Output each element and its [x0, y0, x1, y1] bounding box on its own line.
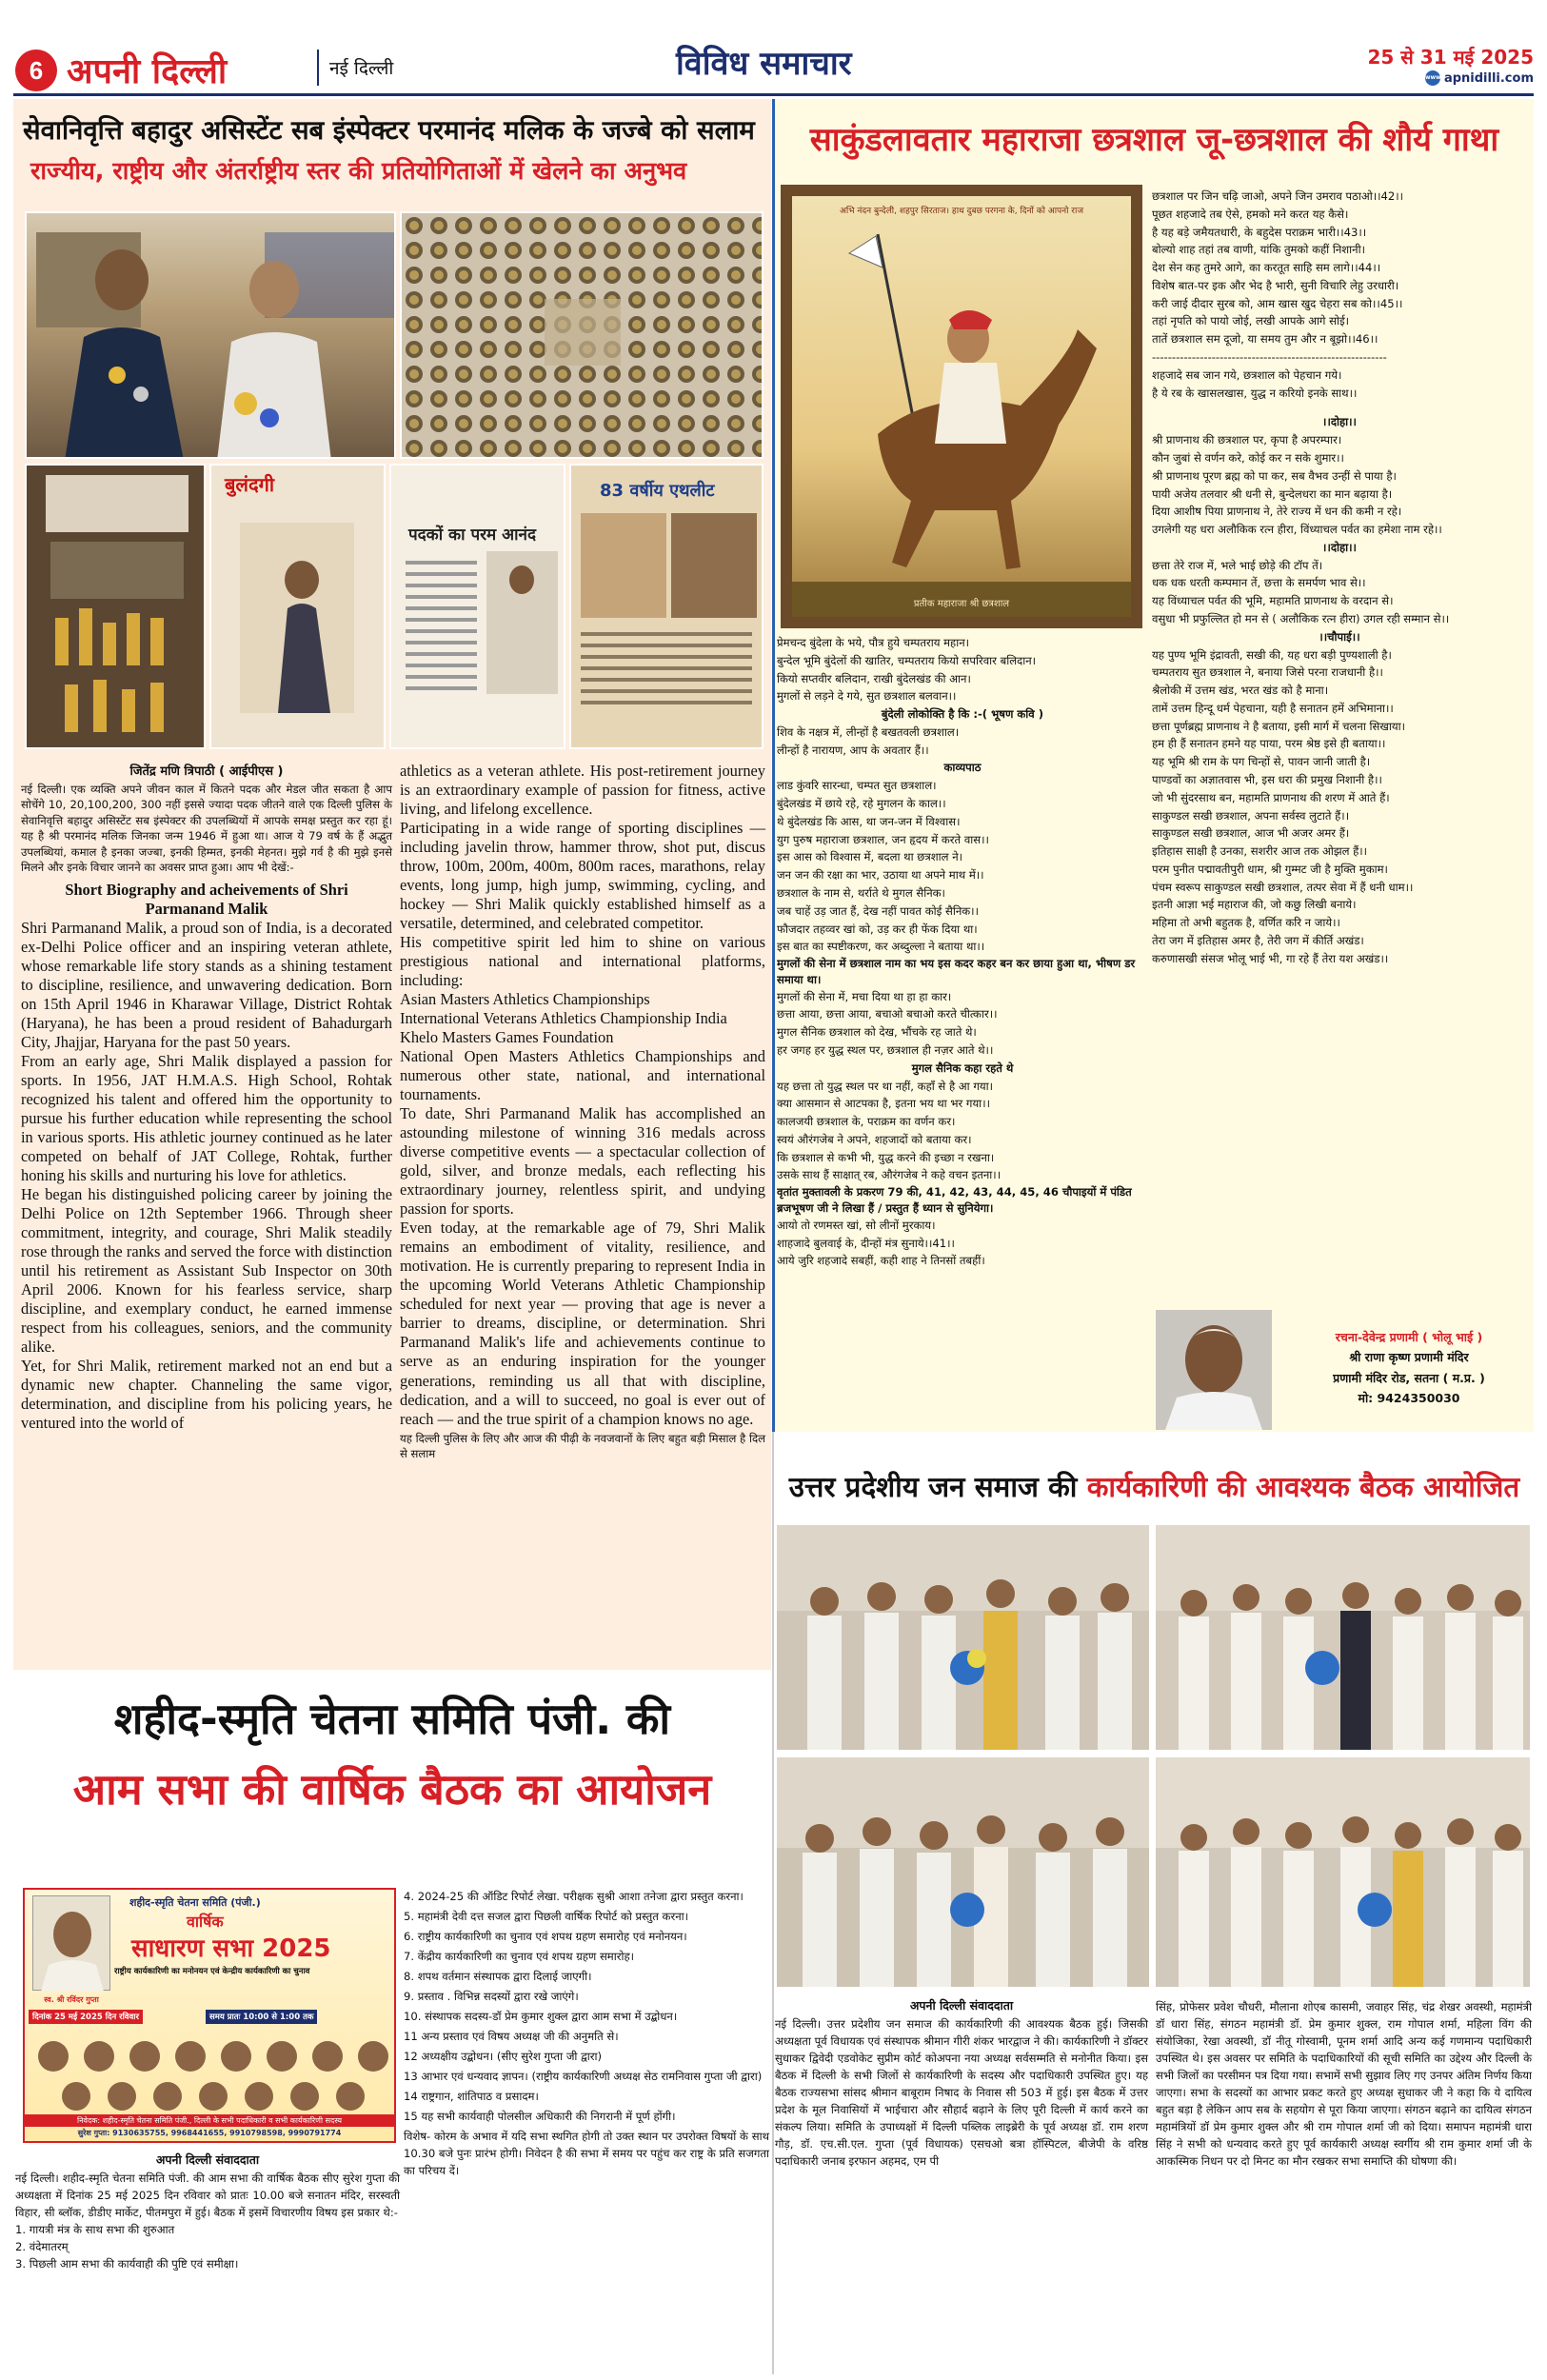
photo-clipping-2 — [389, 464, 565, 749]
story1-intro: नई दिल्ली। एक व्यक्ति अपने जीवन काल में कितने पदक और मेडल जीत सकता है आप सोचेंगे 10, 20,100,200, 300 नहीं इससे ज्यादा पदक जीतने वाले एक दिल्ली पुलिस के सेवानिवृत्ति बहादुर असिस्टेंट सब इंस्पेक्टर की उपलब्धियों में आपके समक्ष प्रस्तुत कर रहा हूं। यह है श्री परमानंद मलिक जिनका जन्म 1946 में हुआ था। आज ये 79 वर्ष के हैं अद्भुत उपलब्धियां, कमाल है इनका जज्बा, इनकी हिम्मत, इनकी मेहनत। मुझे गर्व है की मुझे इनसे मिलने और इनके विचार जानने का अवसर प्राप्त हुआ। आप भी देखें:- — [21, 783, 392, 875]
story-athlete — [13, 99, 771, 1670]
center-title: विविध समाचार — [676, 45, 852, 83]
platform-item: Khelo Masters Games Foundation — [400, 1028, 614, 1047]
poem-line: ।।चौपाई।। — [1319, 629, 1360, 644]
header-divider — [317, 50, 319, 86]
agenda-item: 10. संस्थापक सदस्य-डॉ प्रेम कुमार शुक्ल द्वारा आम सभा में उद्बोधन। — [404, 2009, 678, 2023]
story1-closing: यह दिल्ली पुलिस के लिए और आज की पीढ़ी के नवजवानों के लिए बहुत बड़ी मिसाल है दिल से सलाम — [400, 1431, 765, 1460]
poem-line: साकुण्डल सखी छत्रशाल, अपना सर्वस्व लुटाते हैं।। — [1152, 808, 1350, 823]
poem-line: इस बात का स्पष्टीकरण, कर अब्दुल्ला ने बताया था।। — [777, 940, 985, 954]
city-label: नई दिल्ली — [329, 58, 394, 79]
bio-heading: Short Biography and acheivements of Shri Parmanand Malik — [65, 880, 348, 918]
story4-col2 — [404, 1889, 769, 2183]
poem-line: परम पुनीत पद्मावतीपुरी धाम, श्री गुम्मट जी है मुक्ति मुकाम। — [1152, 862, 1388, 876]
poem-line: कालजयी छत्रशाल के, पराक्रम का वर्णन कर। — [777, 1115, 956, 1129]
poem-line: मुगलों से लड़ने दे गये, सुत छत्रशाल बलवान।। — [777, 689, 957, 704]
poster-title: साधारण सभा 2025 — [131, 1934, 331, 1963]
story-up-samaj — [775, 1436, 1534, 2373]
story3-headline — [775, 1466, 1534, 1505]
story4-intro: नई दिल्ली। शहीद-स्मृति चेतना समिति पंजी. की आम सभा की वार्षिक बैठक सीए सुरेश गुप्ता की अध्यक्षता में दिनांक 25 मई 2025 दिन रविवार को प्रातः 10.00 बजे सनातन मंदिर, सरस्वती विहार, सी ब्लॉक, डीडीए मार्केट, पीतमपुरा में हुई। बैठक में इसमें विचारणीय विषय इस प्रकार थे:- — [15, 2172, 400, 2219]
clipping-3-title: 83 वर्षीय एथलीट — [600, 481, 715, 501]
poem-line: उगलेगी यह धरा अलौकिक रत्न हीरा, विंध्याचल पर्वत का हमेशा नाम रहे।। — [1152, 523, 1442, 537]
poem-line: मुगलों की सेना में छत्रशाल नाम का भय इस कदर कहर बन कर छाया हुआ था, भीषण डर समाया था। — [777, 957, 1136, 986]
poem-line: देश सेन कह तुमरे आगे, का करतूत साहि सम लागे।।44।। — [1152, 261, 1381, 275]
agenda-item: 5. महामंत्री देवी दत्त सजल द्वारा पिछली वार्षिक रिपोर्ट को प्रस्तुत करना। — [404, 1909, 689, 1923]
poem-line: तहां नृपति को पायो जोई, लखी आपके आगे सोई। — [1152, 314, 1350, 328]
story1-col2-para-1: athletics as a veteran athlete. His post-retirement journey is an extraordinary example of passion for fitness, active living, and lifelong excellence. — [400, 762, 765, 819]
story4-byline: अपनी दिल्ली संवाददाता — [155, 2152, 260, 2167]
poem-line: तामें उत्तम हिन्दू धर्म पेहचाना, यही है सनातन हमें अभिमाना।। — [1152, 701, 1394, 715]
agenda-item: 2. वंदेमातरम् — [15, 2239, 69, 2253]
poem-line: मुगल सैनिक छत्रशाल को देख, भौंचके रह जाते थे। — [777, 1025, 977, 1040]
clipping-1-art — [211, 466, 386, 749]
platform-item: National Open Masters Athletics Championships and numerous other state, national, and international tournaments. — [400, 1047, 765, 1104]
horse-rider-art — [792, 196, 1131, 617]
poem-line: प्रेमचन्द बुंदेला के भये, पौत्र हुये चम्पतराय महान। — [777, 636, 970, 649]
poem-line: क्या आसमान से आटपका है, इतना भय था भर गया।। — [777, 1097, 990, 1111]
story1-subheadline: राज्यीय, राष्ट्रीय और अंतर्राष्ट्रीय स्तर की प्रतियोगिताओं में खेलने का अनुभव — [30, 157, 687, 186]
poem-line: पाण्डवों का अज्ञातवास भी, इस धरा की प्रमुख निशानी है।। — [1152, 773, 1382, 786]
story1-headline: सेवानिवृत्ति बहादुर असिस्टेंट सब इंस्पेक्टर परमानंद मलिक के जज्बे को सलाम — [23, 115, 755, 146]
poem-line — [1152, 402, 1527, 413]
story-shaheed-smriti — [13, 1674, 771, 2373]
photo-meeting-2 — [1154, 1523, 1532, 1752]
poem-line: ----------------------------------------------------------- — [1152, 350, 1387, 365]
story1-col1-para-3: He began his distinguished policing career by joining the Delhi Police on 12th September 1966. Through sheer commitment, integrity, and courage, Shri Malik steadily rose through the ranks and served the force with distinction until his retirement as Assistant Sub Inspector on 30th April 2006. Known for his fearless service, sharp discipline, and exemplary conduct, he earned immense respect from his colleagues, seniors, and the community alike. — [21, 1184, 392, 1357]
story3-headline-black: उत्तर प्रदेशीय जन समाज की — [788, 1471, 1078, 1503]
header-rule — [13, 93, 1534, 96]
photo-medal-collection — [400, 211, 764, 459]
painting-top-text: अभि नंदन बुन्देली, शहपुर सिरताज। हाथ दुबछ परगना के, दिनों को आपनो राज — [839, 207, 1084, 216]
agenda-item: 12 अध्यक्षीय उद्बोधन। (सीए सुरेश गुप्ता जी द्वारा) — [404, 2049, 603, 2063]
agenda-item: 11 अन्य प्रस्ताव एवं विषय अध्यक्ष जी की अनुमति से। — [404, 2029, 619, 2043]
trophy-cabinet-art — [27, 466, 206, 749]
story2-headline: साकुंडलावतार महाराजा छत्रशाल जू-छत्रशाल की शौर्य गाथा — [809, 121, 1499, 159]
poem-line: कि छत्रशाल से कभी भी, युद्ध करने की इच्छा न रखना। — [777, 1150, 995, 1164]
story4-headline-2: आम सभा की वार्षिक बैठक का आयोजन — [72, 1764, 712, 1815]
agenda-item: 13 आभार एवं धन्यवाद ज्ञापन। (राष्ट्रीय कार्यकारिणी अध्यक्ष सेठ रामनिवास गुप्ता जी द्वारा) — [404, 2069, 763, 2083]
credit-line: रचना-देवेन्द्र प्रणामी ( भोलू भाई ) — [1335, 1330, 1483, 1344]
website-link[interactable]: apnidilli.com — [1443, 70, 1534, 86]
poem-line: है यह बड़े जमैयतधारी, के बहुदेस पराक्रम भारी।।43।। — [1152, 225, 1367, 239]
agenda-item: 8. शपथ वर्तमान संस्थापक द्वारा दिलाई जाएगी। — [404, 1969, 592, 1983]
poem-line: चम्पतराय सुत छत्रशाल ने, बनाया जिसे परना राजधानी है।। — [1152, 665, 1383, 680]
story1-col2 — [400, 762, 765, 1461]
chhatrasal-painting — [781, 185, 1142, 628]
agenda-item: 14 राष्ट्रगान, शांतिपाठ व प्रसादम। — [404, 2089, 539, 2103]
platform-item: International Veterans Athletics Championship India — [400, 1009, 727, 1028]
poem-line: धक धक धरती कम्पमान तें, छत्ता के समर्पण भाव से।। — [1152, 576, 1366, 590]
poem-line: बुन्देल भूमि बुंदेलों की खातिर, चम्पतराय कियो सपरिवार बलिदान। — [777, 653, 1037, 667]
agenda-item: 6. राष्ट्रीय कार्यकारिणी का चुनाव एवं शपथ ग्रहण समारोह एवं मनोनयन। — [404, 1929, 687, 1943]
poem-line: बुंदेली लोकोक्ति है कि :-( भूषण कवि ) — [881, 707, 1044, 722]
poster-time: समय प्रातः 10:00 से 1:00 तक — [206, 2010, 317, 2024]
story4-headline-1: शहीद-स्मृति चेतना समिति पंजी. की — [113, 1694, 671, 1744]
founder-photo — [32, 1895, 110, 1991]
poem-line: दिया आशीष पिया प्राणनाथ ने, तेरे राज्य में धन की कमी न रहे। — [1152, 505, 1402, 519]
poem-line: पंचम स्वरूप साकुण्डल सखी छत्रशाल, तत्पर सेवा में हैं धनी धाम।। — [1152, 880, 1414, 894]
story3-col1 — [775, 1997, 1148, 2171]
poem-line: हम ही हैं सनातन हमने यह पाया, परम श्रेष्ठ इसे ही बताया।। — [1152, 737, 1386, 751]
event-poster — [23, 1888, 396, 2143]
poster-annual: वार्षिक — [187, 1913, 224, 1931]
poem-line: आये जुरि शहजादे सबहीं, कही शाह ने तिनसों तबहीं। — [777, 1254, 985, 1268]
poem-line: लाड कुंवरि सारन्धा, चम्पत सुत छत्रशाल। — [777, 779, 937, 793]
agenda-item: 1. गायत्री मंत्र के साथ सभा की शुरुआत — [15, 2222, 175, 2236]
poem-line: जो भी सुंदरसाथ बन, महामति प्राणनाथ की शरण में आते हैं। — [1152, 790, 1390, 804]
globe-icon: www — [1425, 70, 1440, 86]
photo-trophy-cabinet — [25, 464, 206, 749]
agenda-item: 9. प्रस्ताव . विभिन्न सदस्यों द्वारा रखे जाएंगे। — [404, 1989, 579, 2003]
medal-collection-art — [402, 213, 764, 459]
vertical-rule-bottom — [772, 1432, 774, 2374]
poster-portraits-art — [25, 2028, 396, 2123]
page-number: 6 — [15, 50, 57, 91]
poem-line: पूछत शहजादे तब ऐसे, हमको मने करत यह कैसे। — [1152, 207, 1349, 221]
poem-line: हर जगह हर युद्ध स्थल पर, छत्रशाल ही नज़र आते थे।। — [777, 1043, 994, 1057]
clipping-2-art — [391, 466, 565, 749]
story3-text-1: नई दिल्ली। उत्तर प्रदेशीय जन समाज की कार्यकारिणी की आवश्यक बैठक हुई। जिसकी अध्यक्षता पूर्व विधायक एवं संस्थापक श्रीमान गीरी शंकर भारद्वाज ने की। कार्यकारिणी ने डॉक्टर सुधाकर द्विवेदी एडवोकेट सुप्रीम कोर्ट कोअपना नया अध्यक्ष सर्वसम्मति से मनोनीत किया। इस बैठक में दिल्ली के सभी जिलों से कार्यकारिणी के सदस्य और पदाधिकारी उपस्थित हुए। यह बैठक राज्यसभा सांसद श्रीमान बाबूराम निषाद के निवास सी 503 में हुई। इस बैठक में उत्तर प्रदेश के मूल निवासियों में भाईचारा और सौहार्द बढ़ाने के लिए पूरी दिल्ली में कार्य करने का संकल्प लिया। समिति के उपाध्यक्षों में दिल्ली पब्लिक लाइब्रेरी के पूर्व अध्यक्ष डॉ. राम शरण गौड़, डॉ. एच.सी.एल. गुप्ता (पूर्व विधायक) एसचओ बत्रा हॉस्पिटल, बीजेपी के वरिष्ठ पदाधिकारी जनाब इरफान अहमद, एम पी — [775, 2017, 1148, 2168]
poem-line: उसके साथ हैं साक्षात् रब, औरंगजेब ने कहे वचन इतना।। — [777, 1168, 1002, 1182]
poem-line: विशेष बात-पर इक और भेद है भारी, सुनी विचारि लेहु उरधारी। — [1152, 278, 1399, 292]
poem-line: फौजदार तहव्वर खां को, उड़ कर ही फेंक दिया था। — [777, 922, 978, 936]
poem-line: शाहजादे बुलवाई के, दीन्हों मंत्र सुनाये।।41।। — [777, 1236, 955, 1250]
story1-col2-para-3: His competitive spirit led him to shine on various prestigious national and international platforms, including: — [400, 933, 765, 990]
poem-line: इतिहास साक्षी है उनका, सशरीर आज तक ओझल हैं।। — [1152, 844, 1368, 859]
poem-line: मुगलों की सेना में, मचा दिया था हा हा कार। — [777, 989, 952, 1003]
photo-meeting-4 — [1154, 1755, 1532, 1989]
photo-medal-presentation-art — [27, 213, 396, 459]
story1-col1 — [21, 762, 392, 1433]
poem-line: छत्रशाल पर जिन चढ़ि जाओ, अपने जिन उमराव पठाओ।।42।। — [1152, 189, 1404, 203]
poem-line: जब चाहें उड़ जात हैं, देख नहीं पावत कोई सैनिक।। — [777, 903, 979, 918]
credit-line: श्री राणा कृष्ण प्रणामी मंदिर — [1349, 1350, 1469, 1365]
poem-line: कियो सप्तवीर बलिदान, राखी बुंदेलखंड की आन। — [777, 671, 971, 685]
poem-right-column — [1152, 188, 1527, 968]
author-line: जितेंद्र मणि त्रिपाठी ( आईपीएस ) — [129, 764, 284, 779]
credit-line: प्रणामी मंदिर रोड, सतना ( म.प्र. ) — [1333, 1370, 1485, 1385]
agenda-item: विशेष- कोरम के अभाव में यदि सभा स्थगित होगी तो उक्त स्थान पर उपरोक्त विषयों के साथ 10.30 बजे पुनः प्रारंभ होगी। निवेदन है की सभा में समय पर पहुंच कर राष्ट्र के प्रति सजगता का परिचय दें। — [404, 2129, 769, 2177]
author-photo — [1156, 1310, 1272, 1430]
story3-text-2: सिंह, प्रोफेसर प्रवेश चौधरी, मौलाना शोएब कासमी, जवाहर सिंह, चंद्र शेखर अवस्थी, महामंत्री डॉ धारा सिंह, संगठन महामंत्री डॉ. प्रेम कुमार शुक्ल, राम गोपाल शर्मा, महिला विंग की संयोजिका, रेखा अवस्थी, डॉ नीतू गोस्वामी, पूनम शर्मा आदि अन्य कई गणमान्य पदाधिकारी उपस्थित थे। इस अवसर पर समिति के पदाधिकारियों की सूची समिति का उद्देश्य और दिल्ली के सभी जिलों का परसीमन पत्र दिया गया। सभामें सभी सुझाव लिए गए उनपर अंतिम निर्णय किया जाएगा। सभा के सदस्यों का आभार प्रकट करते हुए अध्यक्ष सुधाकर जी ने कहा कि ये दायित्व बहुत बड़ा है लेकिन आप सब के सहयोग से पूरा किया जाएगा। संगठन बढ़ाने का दायित्व संगठन महामंत्रियों डॉ प्रेम कुमार शुक्ल और श्री राम गोपाल शर्मा जी को दिया। समापन महामंत्री धारा सिंह ने सभी को धन्यवाद करते हुए पूर्व कार्यकारी अध्यक्ष स्वर्गीय श्री राम कुमार शर्मा जी के आकस्मिक निधन पर दो मिनट का मौन रखकर सभा समाप्ति की घोषणा की। — [1156, 2000, 1532, 2168]
poem-line: जन जन की रक्षा का भार, उठाया था अपने माथ में।। — [777, 868, 984, 883]
agenda-item: 4. 2024-25 की ऑडिट रिपोर्ट लेखा. परीक्षक सुश्री आशा तनेजा द्वारा प्रस्तुत करना। — [404, 1890, 744, 1903]
poster-footer: निवेदक: शहीद-स्मृति चेतना समिति पंजी., दिल्ली के सभी पदाधिकारी व सभी कार्यकारिणी सदस्य — [25, 2114, 394, 2127]
platform-item: Asian Masters Athletics Championships — [400, 990, 650, 1009]
author-credit — [1289, 1327, 1529, 1408]
agenda-item: 3. पिछली आम सभा की कार्यवाही की पुष्टि एवं समीक्षा। — [15, 2256, 239, 2271]
issue-date: 25 से 31 मई 2025 — [1367, 46, 1534, 69]
poem-line: शहजादे सब जान गये, छत्रशाल को पेहचान गये। — [1152, 367, 1342, 382]
meeting-photo-3-art — [777, 1757, 1151, 1989]
poem-line: काव्यपाठ — [943, 761, 982, 775]
poem-line: श्रैलोकी में उत्तम खंड, भरत खंड को है माना। — [1152, 684, 1329, 698]
poem-line: महिमा तो अभी बहुतक है, वर्णित करि न जाये।। — [1152, 916, 1340, 930]
poem-line: श्री प्राणनाथ की छत्रशाल पर, कृपा है अपरम्पार। — [1152, 433, 1342, 447]
website-row[interactable] — [1425, 70, 1534, 86]
poem-line: आयो तो रणमस्त खां, सो लीनों मुरकाय। — [777, 1218, 936, 1232]
photo-medal-presentation — [25, 211, 396, 459]
credit-line: मो: 9424350030 — [1358, 1390, 1460, 1405]
story3-headline-red: कार्यकारिणी की आवश्यक बैठक आयोजित — [1086, 1471, 1520, 1503]
poster-date: दिनांक 25 मई 2025 दिन रविवार — [29, 2010, 143, 2024]
section-title: अपनी दिल्ली — [67, 52, 228, 91]
photo-clipping-1 — [209, 464, 386, 749]
painting-caption: प्रतीक महाराजा श्री छत्रशाल — [913, 599, 1010, 609]
poem-line: तातें छत्रशाल सम दूजो, या समय तुम और न बूझो।।46।। — [1152, 332, 1378, 347]
poem-line: छत्रशाल के नाम से, थर्राते थे मुगल सैनिक। — [777, 885, 945, 900]
poem-line: युग पुरुष महाराजा छत्रशाल, जन हृदय में करते वास।। — [777, 832, 989, 846]
poem-line: थे बुंदेलखंड कि आस, था जन-जन में विश्वास। — [777, 814, 961, 828]
poem-line: साकुण्डल सखी छत्रशाल, आज भी अजर अमर हैं। — [1152, 826, 1350, 841]
meeting-photo-4-art — [1156, 1757, 1532, 1989]
story1-col2-para-2: Participating in a wide range of sporting disciplines — including javelin throw, hammer throw, shot put, discus throw, 100m, 200m, 400m, 800m races, marathons, relay events, long jump, high jump, swimming, cycling, and hockey — Shri Malik quickly established himself as a versatile, determined, and celebrated competitor. — [400, 819, 765, 933]
story1-col1-para-2: From an early age, Shri Malik displayed a passion for sports. In 1956, JAT H.M.A.S. High School, Rohtak recognized his talent and offered him the opportunity to pursue his further education while representing the school in various sports. His athletic journey continued as he later competed on behalf of JAT College, Rohtak, further honing his skills and nurturing his love for athletics. — [21, 1051, 392, 1184]
poem-left-column — [777, 634, 1148, 1270]
poster-org: शहीद-स्मृति चेतना समिति (पंजी.) — [129, 1896, 261, 1909]
agenda-item: 7. केंद्रीय कार्यकारिणी का चुनाव एवं शपथ ग्रहण समारोह। — [404, 1949, 635, 1963]
story1-col2-para-4: To date, Shri Parmanand Malik has accomplished an astounding milestone of winning 316 medals across diverse competitive events — a spectacular collection of gold, silver, and bronze medals, each reflecting his extraordinary journey, relentless spirit, and undying passion for sports. — [400, 1104, 765, 1219]
story3-byline: अपनी दिल्ली संवाददाता — [909, 1998, 1014, 2013]
meeting-photo-1-art — [777, 1525, 1151, 1752]
clipping-2-title: पदकों का परम आनंद — [408, 526, 536, 545]
clipping-1-title: बुलंदगी — [225, 473, 275, 496]
story1-col1-para-4: Yet, for Shri Malik, retirement marked not an end but a dynamic new chapter. Channeling the same vigor, determination, and discipline from his policing years, he ventured into the world of — [21, 1357, 392, 1433]
poem-line: वसुधा भी प्रफुल्लित हो मन से ( अलौकिक रत्न हीरा) उगल रही सम्मान से।। — [1152, 611, 1450, 625]
story3-col2 — [1156, 1999, 1532, 2171]
poster-phones: सुरेश गुप्ता: 9130635755, 9968441655, 9910798598, 9990791774 — [77, 2129, 342, 2137]
poem-line: बुंदेलखंड में छाये रहे, रहे मुगलन के काल।। — [777, 797, 946, 811]
meeting-photo-2-art — [1156, 1525, 1532, 1752]
poem-line: है ये रब के खासलखास, युद्ध न करियो इनके साथ।। — [1152, 386, 1358, 400]
photo-meeting-3 — [775, 1755, 1151, 1989]
poem-line: कौन जुबां से वर्णन करे, कोई कर न सके शुमार।। — [1152, 450, 1344, 465]
poem-line: ।।दोहा।। — [1322, 415, 1357, 429]
poem-line: तेरा जग में इतिहास अमर है, तेरी जग में कीर्ति अखंड। — [1152, 934, 1364, 948]
poem-line: करी जाई दीदार सुरब को, आम खास खुद चेहरा सब को।।45।। — [1152, 296, 1403, 310]
founder-name: स्व. श्री रविंदर गुप्ता — [44, 1995, 99, 2004]
story1-col2-para-5: Even today, at the remarkable age of 79, Shri Malik remains an embodiment of vitality, resilience, and motivation. He is currently preparing to represent India in the upcoming World Veterans Athletic Championship scheduled for next year — proving that age is never a barrier to dreams, discipline, or determination. Shri Parmanand Malik's life and achievements continue to serve as an enduring inspiration for the younger generations, reminding us all that with discipline, dedication, and a will to succeed, no goal is ever out of reach — and the true spirit of a champion knows no age. — [400, 1219, 765, 1428]
poem-line: स्वयं औरंगजेब ने अपने, शहजादों को बताया कर। — [777, 1132, 972, 1146]
poem-line: इस आस को विश्वास में, बदला था छत्रशाल ने। — [777, 850, 963, 864]
poem-line: पायी अजेय तलवार श्री धनी से, बुन्देलधरा का मान बढ़ाया है। — [1152, 486, 1393, 501]
poem-line: छत्ता पूर्णब्रह्म प्राणनाथ ने है बताया, इसी मार्ग में चलना सिखाया। — [1152, 719, 1405, 733]
poem-line: बोल्यो शाह तहां तब वाणी, यांकि तुमको कहीं निशानी। — [1152, 243, 1365, 257]
poem-line: ।।दोहा।। — [1322, 540, 1357, 554]
poem-line: शिव के नक्षत्र में, लीन्हों है बखतवली छत्रशाल। — [777, 724, 960, 739]
poem-line: यह पुण्य भूमि इंद्रावती, सखी की, यह धरा बड़ी पुण्यशाली है। — [1152, 647, 1392, 662]
poster-subtitle: राष्ट्रीय कार्यकारिणी का मनोनयन एवं केन्द्रीय कार्यकारिणी का चुनाव — [114, 1967, 310, 1976]
poem-line: इतनी आज्ञा भई महाराज की, जो कछु लिखी बनाये। — [1152, 898, 1357, 912]
poem-line: छत्ता आया, छत्ता आया, बचाओ बचाओ करते चीत्कार।। — [777, 1007, 998, 1021]
poem-line: श्री प्राणनाथ पूरण ब्रह्म को पा कर, सब वैभव उन्हीं से पाया है। — [1152, 468, 1397, 483]
poem-line: यह छत्ता तो युद्ध स्थल पर था नहीं, कहाँ से है आ गया। — [777, 1079, 993, 1093]
poem-line: करुणासखी संसज भोलू भाई भी, गा रहे हैं तेरा यश अखंड।। — [1152, 951, 1389, 965]
photo-meeting-1 — [775, 1523, 1151, 1752]
clipping-3-art — [571, 466, 764, 749]
story-chhatrasal — [775, 99, 1534, 1432]
poem-line: वृतांत मुक्तावली के प्रकरण 79 की, 41, 42, 43, 44, 45, 46 चौपाइयों में पंडित ब्रजभूषण जी ने लिखा हैं / प्रस्तुत हैं ध्यान से सुनियेगा। — [777, 1185, 1132, 1216]
founder-portrait-art — [33, 1896, 111, 1992]
agenda-item: 15 यह सभी कार्यवाही पोलसील अधिकारी की निगरानी में पूर्ण होंगी। — [404, 2109, 676, 2123]
poem-line: मुगल सैनिक कहा रहते थे — [911, 1061, 1014, 1075]
photo-clipping-3 — [569, 464, 764, 749]
poem-line: यह भूमि श्री राम के पग चिन्हों से, पावन जानी जाती है। — [1152, 755, 1371, 769]
story1-col1-para-1: Shri Parmanand Malik, a proud son of India, is a decorated ex-Delhi Police officer and an inspiring veteran athlete, whose remarkable life story stands as a shining testament to discipline, resilience, and unwavering dedication. Born on 15th April 1946 in Kharawar Village, District Rohtak (Haryana), he has been a proud resident of Bahadurgarh City, Jhajjar, Haryana for the past 50 years. — [21, 918, 392, 1051]
poem-line: छत्ता तेरे राज में, भले भाई छोड़े की टॉप तें। — [1152, 558, 1323, 572]
poem-line: यह विंध्याचल पर्वत की भूमि, महामति प्राणनाथ के वरदान से। — [1152, 594, 1394, 608]
poem-line: लीन्हों है नारायण, आप के अवतार हैं।। — [777, 743, 929, 757]
author-portrait-art — [1156, 1310, 1272, 1430]
story4-col1 — [15, 2152, 400, 2273]
